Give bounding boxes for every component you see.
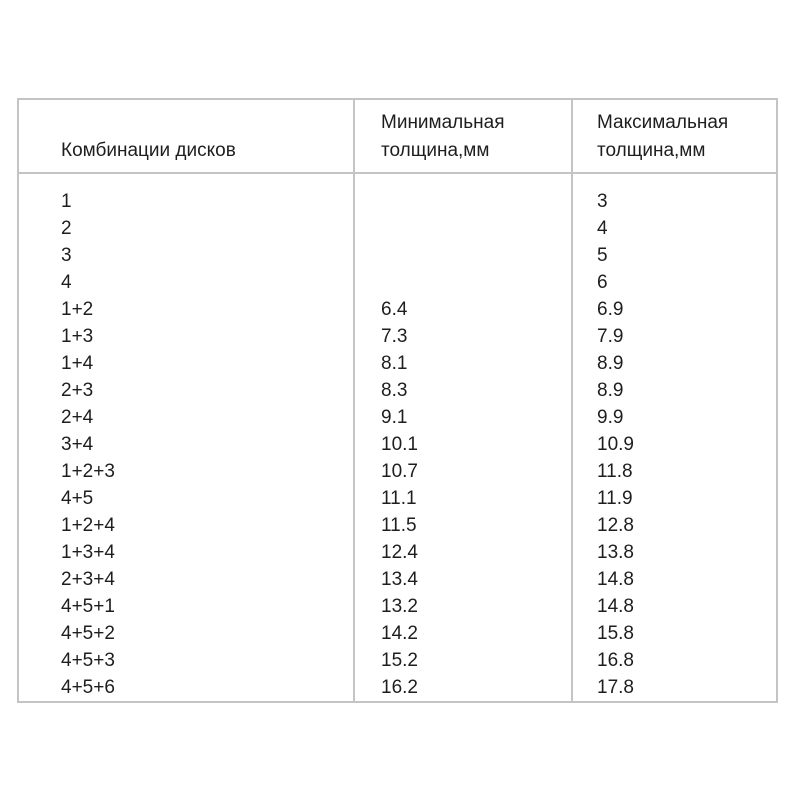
min-thickness-cell: 10.7 (381, 461, 418, 482)
min-thickness-cell (381, 269, 418, 296)
max-thickness-cell: 13.8 (597, 542, 634, 563)
max-thickness-cell: 3 (597, 191, 608, 212)
combination-cell: 1+2+3 (61, 461, 115, 482)
max-thickness-cell: 12.8 (597, 515, 634, 536)
max-thickness-cell: 8.9 (597, 353, 624, 374)
max-thickness-cell: 5 (597, 245, 608, 266)
min-thickness-cell: 9.1 (381, 407, 408, 428)
max-thickness-cell: 4 (597, 218, 608, 239)
combination-cell: 1+3 (61, 326, 94, 347)
max-thickness-cell: 9.9 (597, 407, 624, 428)
max-thickness-cell: 14.8 (597, 569, 634, 590)
max-thickness-cell: 11.8 (597, 461, 633, 482)
combination-cell: 2+4 (61, 407, 94, 428)
max-thickness-cell: 7.9 (597, 326, 624, 347)
combination-cell: 1+2+4 (61, 515, 115, 536)
header-max-line1: Максимальная (597, 112, 729, 133)
combination-cell: 1 (61, 191, 72, 212)
combination-cell: 4+5+6 (61, 677, 115, 698)
max-thickness-column (597, 188, 634, 701)
header-combinations-label: Комбинации дисков (61, 140, 236, 161)
header-max-thickness (597, 109, 728, 165)
combination-cell: 2 (61, 218, 72, 239)
header-combinations (61, 137, 236, 165)
column-divider (353, 100, 355, 701)
min-thickness-column (381, 188, 418, 701)
min-thickness-cell: 7.3 (381, 326, 408, 347)
max-thickness-cell: 6 (597, 272, 608, 293)
combination-cell: 1+4 (61, 353, 94, 374)
min-thickness-cell: 14.2 (381, 623, 418, 644)
combinations-column (61, 188, 115, 701)
combination-cell: 4+5 (61, 488, 94, 509)
combination-cell: 2+3+4 (61, 569, 115, 590)
min-thickness-cell: 12.4 (381, 542, 418, 563)
min-thickness-cell: 13.4 (381, 569, 418, 590)
max-thickness-cell: 11.9 (597, 488, 633, 509)
header-min-line2: толщина,мм (381, 140, 490, 161)
combination-cell: 4 (61, 272, 72, 293)
min-thickness-cell (381, 242, 418, 269)
min-thickness-cell: 11.5 (381, 515, 417, 536)
combination-cell: 1+2 (61, 299, 94, 320)
min-thickness-cell (381, 188, 418, 215)
min-thickness-cell: 10.1 (381, 434, 418, 455)
header-min-thickness (381, 109, 505, 165)
combination-cell: 4+5+1 (61, 596, 115, 617)
min-thickness-cell: 16.2 (381, 677, 418, 698)
combination-cell: 4+5+3 (61, 650, 115, 671)
max-thickness-cell: 15.8 (597, 623, 634, 644)
header-divider (19, 172, 776, 174)
combination-cell: 4+5+2 (61, 623, 115, 644)
min-thickness-cell (381, 215, 418, 242)
header-min-line1: Минимальная (381, 112, 505, 133)
combination-cell: 3+4 (61, 434, 94, 455)
min-thickness-cell: 8.1 (381, 353, 408, 374)
combination-cell: 3 (61, 245, 72, 266)
max-thickness-cell: 17.8 (597, 677, 634, 698)
column-divider (571, 100, 573, 701)
max-thickness-cell: 16.8 (597, 650, 634, 671)
max-thickness-cell: 14.8 (597, 596, 634, 617)
disc-thickness-table (17, 98, 778, 703)
min-thickness-cell: 8.3 (381, 380, 408, 401)
max-thickness-cell: 8.9 (597, 380, 624, 401)
min-thickness-cell: 11.1 (381, 488, 417, 509)
min-thickness-cell: 6.4 (381, 299, 408, 320)
max-thickness-cell: 10.9 (597, 434, 634, 455)
header-max-line2: толщина,мм (597, 140, 706, 161)
combination-cell: 2+3 (61, 380, 94, 401)
max-thickness-cell: 6.9 (597, 299, 624, 320)
combination-cell: 1+3+4 (61, 542, 115, 563)
min-thickness-cell: 13.2 (381, 596, 418, 617)
min-thickness-cell: 15.2 (381, 650, 418, 671)
